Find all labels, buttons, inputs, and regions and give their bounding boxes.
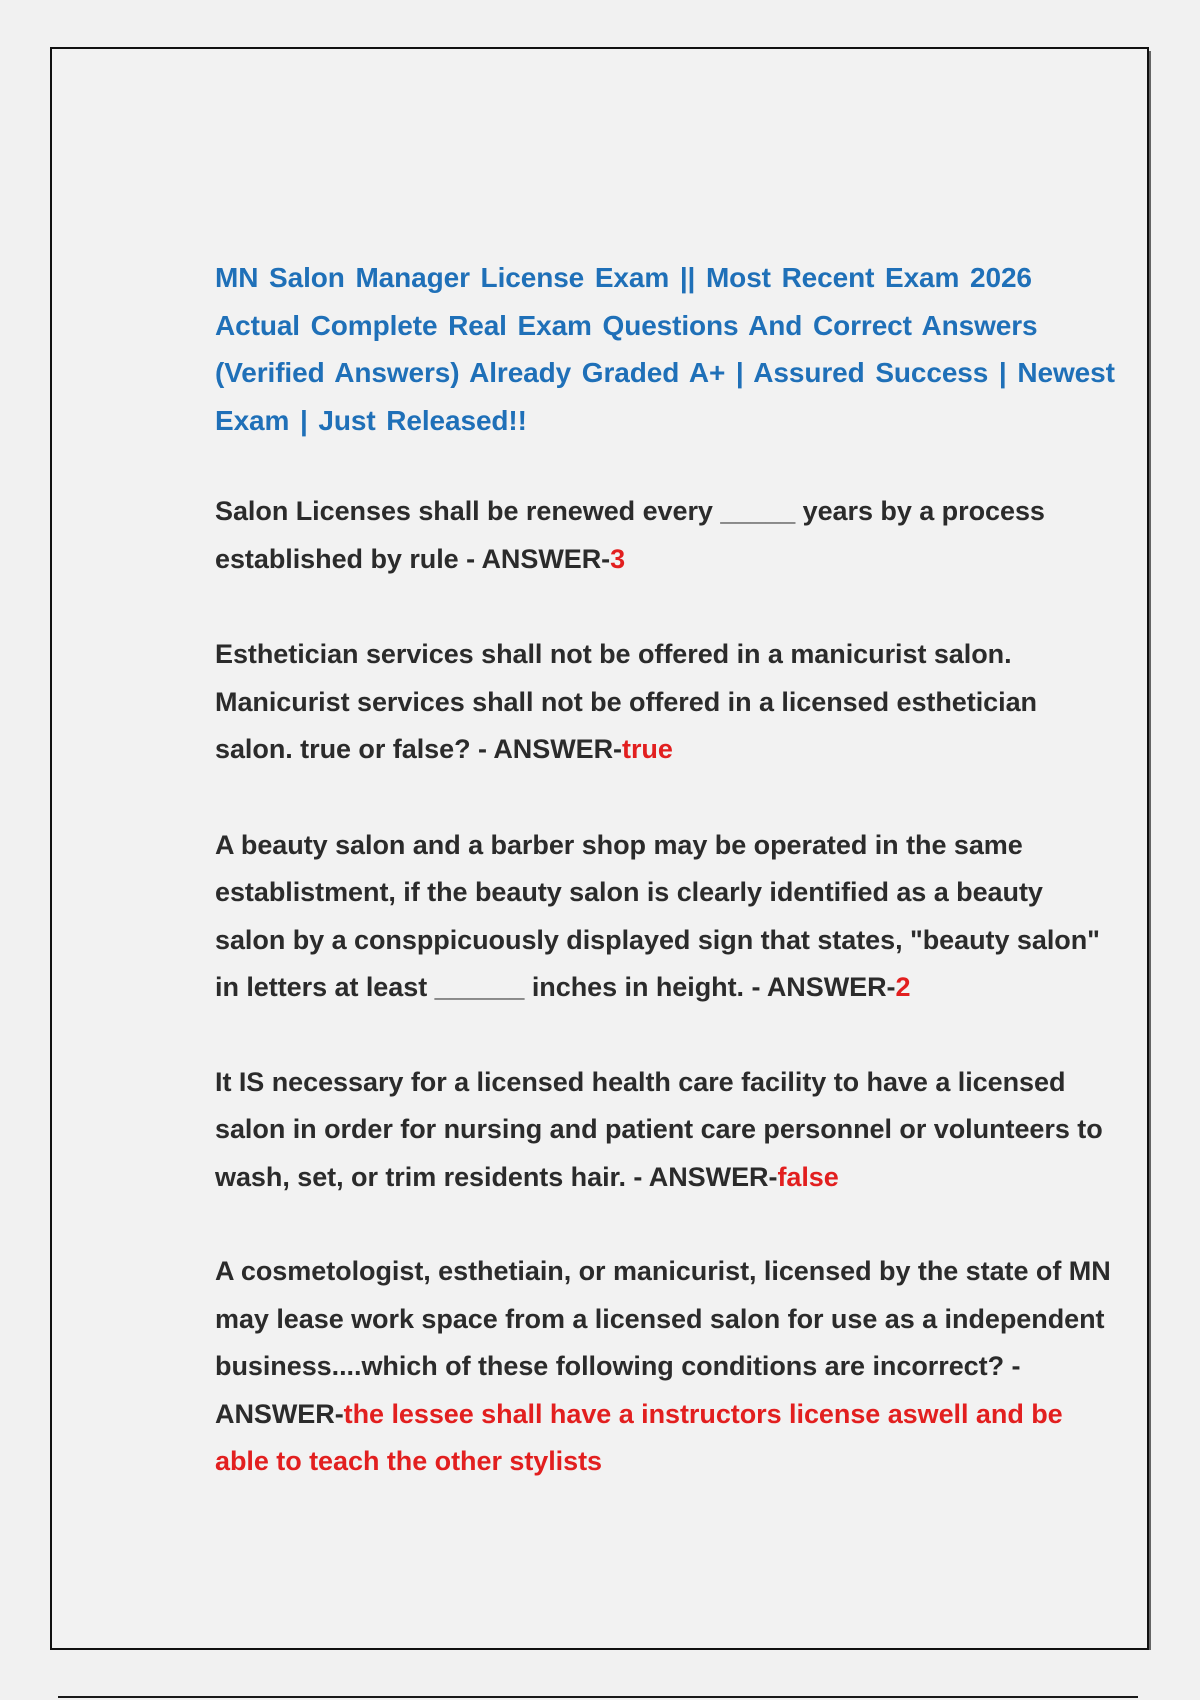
answer-text: true [622,734,673,764]
qa-item-renewal [215,488,1115,583]
document-title: MN Salon Manager License Exam || Most Recent Exam 2026 Actual Complete Real Exam Questions And Correct Answers (Verified Answers) Already Graded A+ | Assured Success | Newest Exam | Just Released!! [215,262,1115,436]
qa-item-beauty-salon-sign [215,822,1115,1012]
answer-text: 3 [610,543,626,574]
bottom-divider [58,1696,1138,1698]
document-content [215,254,1115,1531]
qa-item-health-care-facility [215,1059,1115,1202]
question-text: Salon Licenses shall be renewed every _____ years by a process established by rule - ANSWER- [215,496,1045,574]
answer-text: false [777,1161,839,1192]
answer-text: the lessee shall have a instructors license aswell and be able to teach the other stylists [215,1398,1063,1476]
question-answer-list [215,488,1115,1486]
question-text: It IS necessary for a licensed health care facility to have a licensed salon in order for nursing and patient care personnel or volunteers to wash, set, or trim residents hair. - ANSWER- [215,1066,1103,1192]
question-text: A cosmetologist, esthetiain, or manicurist, licensed by the state of MN may lease work space from a licensed salon for use as a independent business....which of these following conditions are incorrect? - ANSWER- [215,1256,1111,1429]
document-page [50,47,1149,1650]
answer-text: 2 [895,972,911,1002]
question-text: Esthetician services shall not be offered in a manicurist salon. Manicurist services shall not be offered in a licensed esthetician salon. true or false? - ANSWER- [215,639,1037,764]
qa-item-lease-work-space [215,1248,1115,1486]
qa-item-esthetician-manicurist [215,631,1115,774]
question-text: A beauty salon and a barber shop may be operated in the same establistment, if the beauty salon is clearly identified as a beauty salon by a consppicuously displayed sign that states, "beauty salon" in letters at least ______ inches in height. - ANSWER- [215,829,1100,1002]
